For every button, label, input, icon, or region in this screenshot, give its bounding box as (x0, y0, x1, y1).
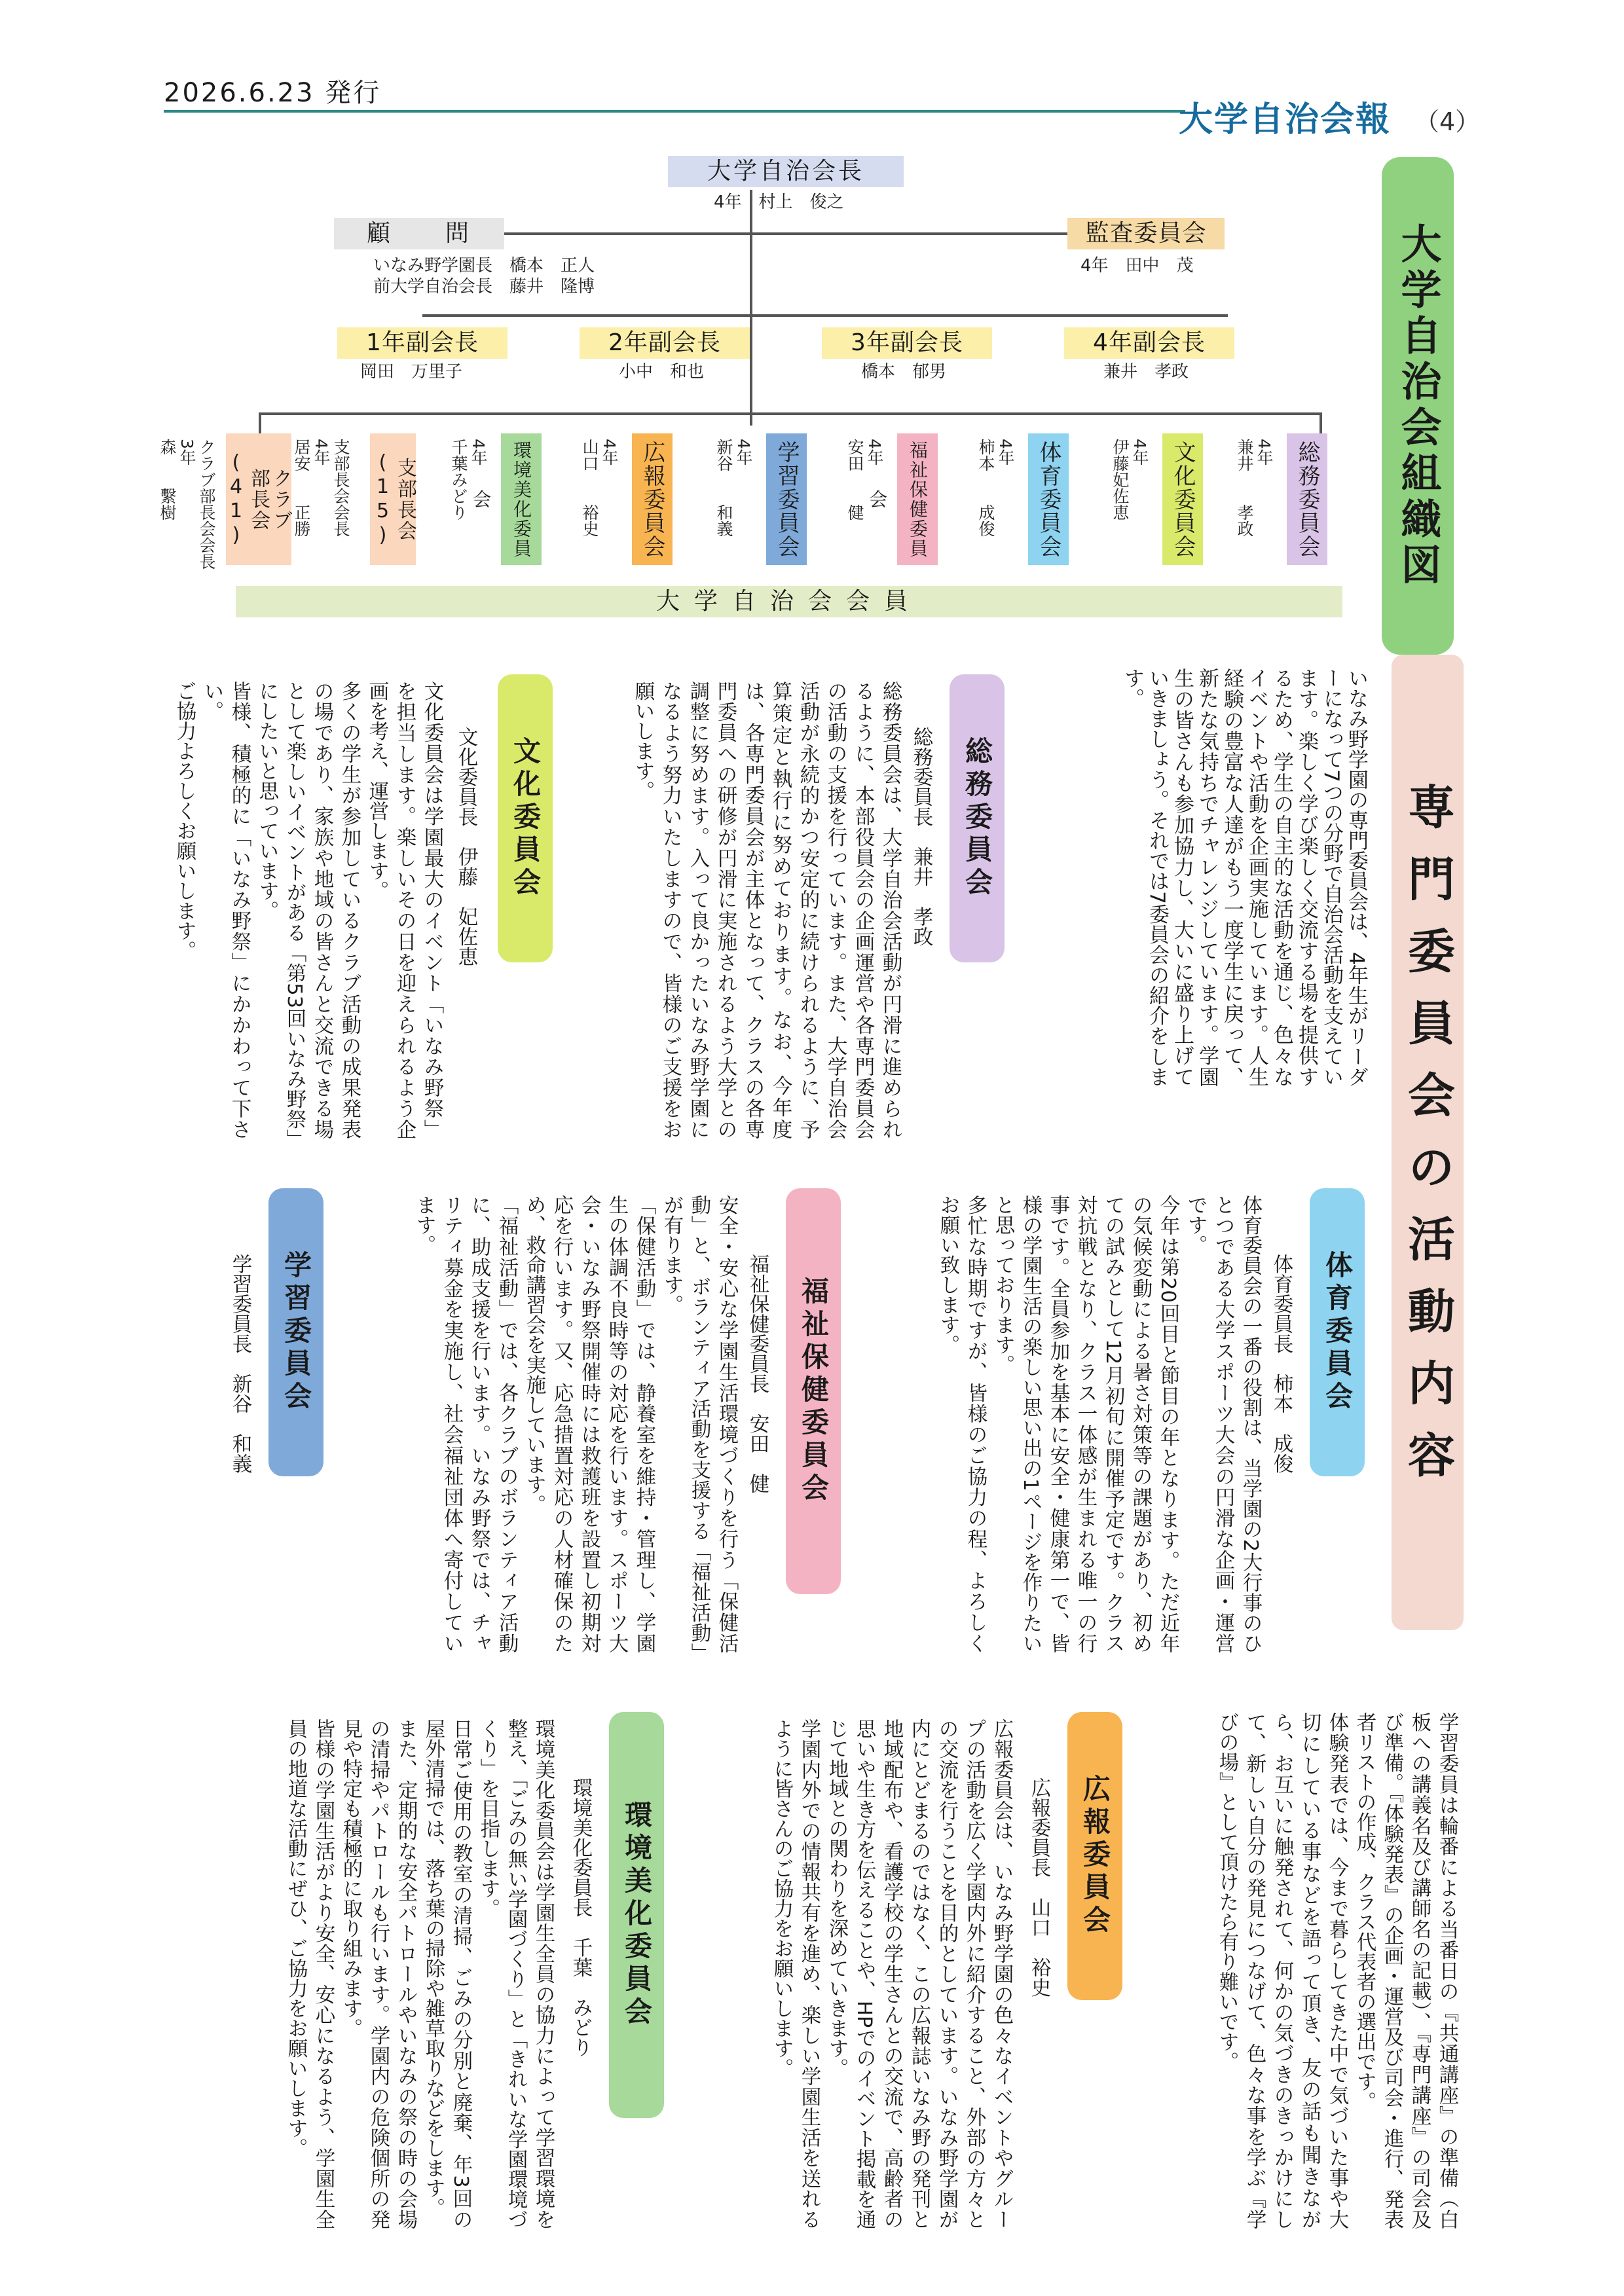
fukushi-chair: 福祉保健委員長 安田 健 (746, 1254, 769, 1493)
taiiku-title: 体育委員会 (1310, 1188, 1365, 1476)
gakushu-title: 学習委員会 (268, 1188, 323, 1476)
taiiku-body: 体育委員会の一番の役割は、当学園の2大行事のひとつである大学スポーツ大会の円滑な企画・運営です。 今年は第20回目と節目の年となります。ただ近年の気候変動による暑さ対策等の課題があり、初めての試みとして12月初旬に開催予定です。クラス対抗戦となり、クラス一体感が生まれる唯一の行事です。全員参加を基本に安全・健康第一で、皆様の学園生活の楽しい思い出の1ページを作りたいと思っております。 多忙な時期ですが、皆様のご協力の程、よろしくお願い致します。 (936, 1195, 1262, 1653)
intro-text: いなみ野学園の専門委員会は、4年生がリーダーになって7つの分野で自治会活動を支えています。楽しく学び楽しく交流する場を提供するため、学生の自主的な活動を通じ、色々なイベントや活動を企画実施しています。人生経験の豊富な人達がもう一度学生に戻って、新たな気持ちでチャレンジしています。学園生の皆さんも参加協力し、大いに盛り上げていきましょう。それでは7委員会の紹介をします。 (1120, 668, 1368, 1087)
committee-somu-box: 総務委員会 (1287, 433, 1327, 565)
advisor-members: いなみ野学園長 橋本 正人 前大学自治会長 藤井 隆博 (373, 256, 595, 297)
koho-chair: 広報委員長 山口 裕史 (1027, 1777, 1050, 1997)
page-number: （4） (1414, 107, 1481, 136)
vice-president-4-box: 4年副会長 (1064, 327, 1234, 359)
committee-kankyo-box: 環境美化委員会 (501, 433, 542, 565)
committee-line (259, 412, 1320, 415)
committee-bunka-box: 文化委員会 (1162, 433, 1203, 565)
committee-taiiku-box: 体育委員会 (1028, 433, 1069, 565)
bunka-chair: 文化委員長 伊藤 妃佐恵 (454, 727, 477, 966)
chart-trunk-line (750, 190, 752, 426)
header-rule (164, 110, 1185, 113)
advisor-auditor-line (504, 232, 1146, 235)
president-box: 大学自治会長 (668, 156, 904, 187)
paper-title: 大学自治会報 (1179, 100, 1392, 139)
org-chart-title: 大学自治会組織図 (1382, 157, 1454, 655)
committee-gakushu-member: 4年 新谷 和義 (714, 439, 753, 537)
fukushi-body: 安全・安心な学園生活環境づくりを行う「保健活動」と、ボランティア活動を支援する「福祉活動」が有ります。 「保健活動」では、静養室を維持・管理し、学園生の体調不良時等の対応を行います。スポーツ大会・いなみ野祭開催時には救護班を設置し初期対応を行います。又、応急措置対応の人材確保のため、救命講習会を実施しています。 「福祉活動」では、各クラブのボランティア活動に、助成支援を行います。いなみ野祭では、チャリティ募金を実施し、社会福祉団体へ寄付しています。 (413, 1195, 738, 1653)
vice-president-3-box: 3年副会長 (822, 327, 992, 359)
committee-kankyo-member: 4年 千葉みどり (449, 439, 488, 520)
auditor-member: 4年 田中 茂 (1080, 256, 1194, 276)
committee-shibu-member: 支部長会会長 4年 居安 正勝 (292, 439, 350, 537)
committee-bunka-member: 4年 伊藤妃佐恵 (1111, 439, 1149, 520)
vice-line (422, 314, 1228, 317)
gakushu-chair: 学習委員長 新谷 和義 (229, 1254, 251, 1474)
koho-title: 広報委員会 (1067, 1712, 1122, 2000)
vice-president-2-box: 2年副会長 (580, 327, 750, 359)
committee-koho-box: 広報委員会 (632, 433, 673, 565)
committee-somu-member: 4年 兼井 孝政 (1235, 439, 1274, 537)
vice-president-1-member: 岡田 万里子 (360, 362, 463, 382)
kankyo-body: 環境美化委員会は学園生全員の協力によって学習環境を整え、「ごみの無い学園づくり」と「きれいな学園環境づくり」を目指します。 日常ご使用の教室の清掃、ごみの分別と廃棄、年3回の屋外清掃では、落ち葉の掃除や雑草取りなどをします。 また、定期的な安全パトロールやいなみの祭の時の会場の清掃やパトロールも行います。学園内の危険個所の発見や特定も積極的に取り組みます。 皆様の学園生活がより安全、安心になるよう、学園生全員の地道な活動にぜひ、ご協力をお願いします。 (284, 1719, 555, 2229)
auditor-box: 監査委員会 (1067, 218, 1225, 249)
gakushu-body: 学習委員は輪番による当番日の『共通講座』の準備（白板への講義名及び講師名の記載）、『専門講座』の司会及び準備。『体験発表』の企画・運営及び司会・進行、発表者リストの作成、クラス代表者の選出です。 体験発表では、今まで暮らしてきた中で気づいた事や大切にしている事などを語って頂き、友の話も聞きながら、お互いに触発されて、何かの気づきのきっかけにして、新しい自分の発見につなげて、色々な事を学ぶ『学びの場』として頂けたら有り難いです。 (1215, 1712, 1458, 2229)
fukushi-title: 福祉保健委員会 (786, 1188, 841, 1594)
committee-fukushi-box: 福祉保健委員会 (897, 433, 938, 565)
bunka-body: 文化委員会は学園最大のイベント「いなみ野祭」を担当します。楽しいその日を迎えられるよう企画を考え、運営します。 多くの学生が参加しているクラブ活動の成果発表の場であり、家族や地域の皆さんと交流できる場として楽しいイベントがある「第53回いなみ野祭」にしたいと思っています。 皆様、積極的に「いなみ野祭」にかかわって下さい。 ご協力よろしくお願いします。 (173, 681, 443, 1140)
advisor-box: 顧 問 (334, 218, 504, 249)
president-member: 4年 村上 俊之 (714, 192, 844, 212)
vice-president-1-box: 1年副会長 (337, 327, 507, 359)
somu-chair: 総務委員長 兼井 孝政 (910, 727, 932, 947)
committee-koho-member: 4年 山口 裕史 (580, 439, 619, 537)
committee-taiiku-member: 4年 柿本 成俊 (976, 439, 1015, 537)
somu-body: 総務委員会は、大学自治会活動が円滑に進められるように、本部役員会の企画運営や各専門委員会の活動の支援を行っています。また、大学自治会活動が永続的かつ安定的に続けられるように、予算策定と執行に努めております。なお、今年度は、各専門委員会が主体となって、クラスの各専門委員への研修が円滑に実施されるよう大学との調整に努めます。入って良かったいなみ野学園になるよう努力いたしますので、皆様のご支援をお願いします。 (631, 681, 902, 1140)
committee-fukushi-member: 4年 安田 健 (845, 439, 884, 520)
main-title: 専門委員会の活動内容 (1392, 655, 1464, 1630)
taiiku-chair: 体育委員長 柿本 成俊 (1270, 1254, 1293, 1474)
gakushu-body-start (151, 1201, 223, 1653)
vice-president-4-member: 兼井 孝政 (1103, 362, 1189, 382)
kankyo-title: 環境美化委員会 (609, 1712, 664, 2118)
bunka-title: 文化委員会 (498, 674, 553, 962)
vice-president-3-member: 橋本 郁男 (861, 362, 947, 382)
committee-club-member: クラブ部長会会長 3年 森 繫樹 (158, 439, 216, 570)
issue-date: 2026.6.23 発行 (164, 78, 382, 108)
committee-shibu-box: 支部長会 (15) (370, 433, 416, 565)
members-bar: 大学自治会会員 (236, 586, 1342, 617)
committee-club-box: クラブ 部長会 (41) (226, 433, 291, 565)
vice-president-2-member: 小中 和也 (619, 362, 705, 382)
kankyo-chair: 環境美化委員長 千葉 みどり (569, 1777, 592, 2057)
somu-title: 総務委員会 (950, 674, 1005, 962)
koho-body: 広報委員会は、いなみ野学園の色々なイベントやグループの活動を広く学園内外に紹介すること、外部の方々との交流を行うことを目的としています。いなみ野学園が内にとどまるのではなく、この広報誌いなみ野の発刊と地域配布や、看護学校の学生さんとの交流で、高齢者の思いや生き方を伝えることや、HPでのイベント掲載を通じて地域との関わりを深めていきます。 学園内外での情報共有を進め、楽しい学園生活を送れるように皆さんのご協力をお願いします。 (770, 1719, 1013, 2230)
committee-gakushu-box: 学習委員会 (766, 433, 807, 565)
